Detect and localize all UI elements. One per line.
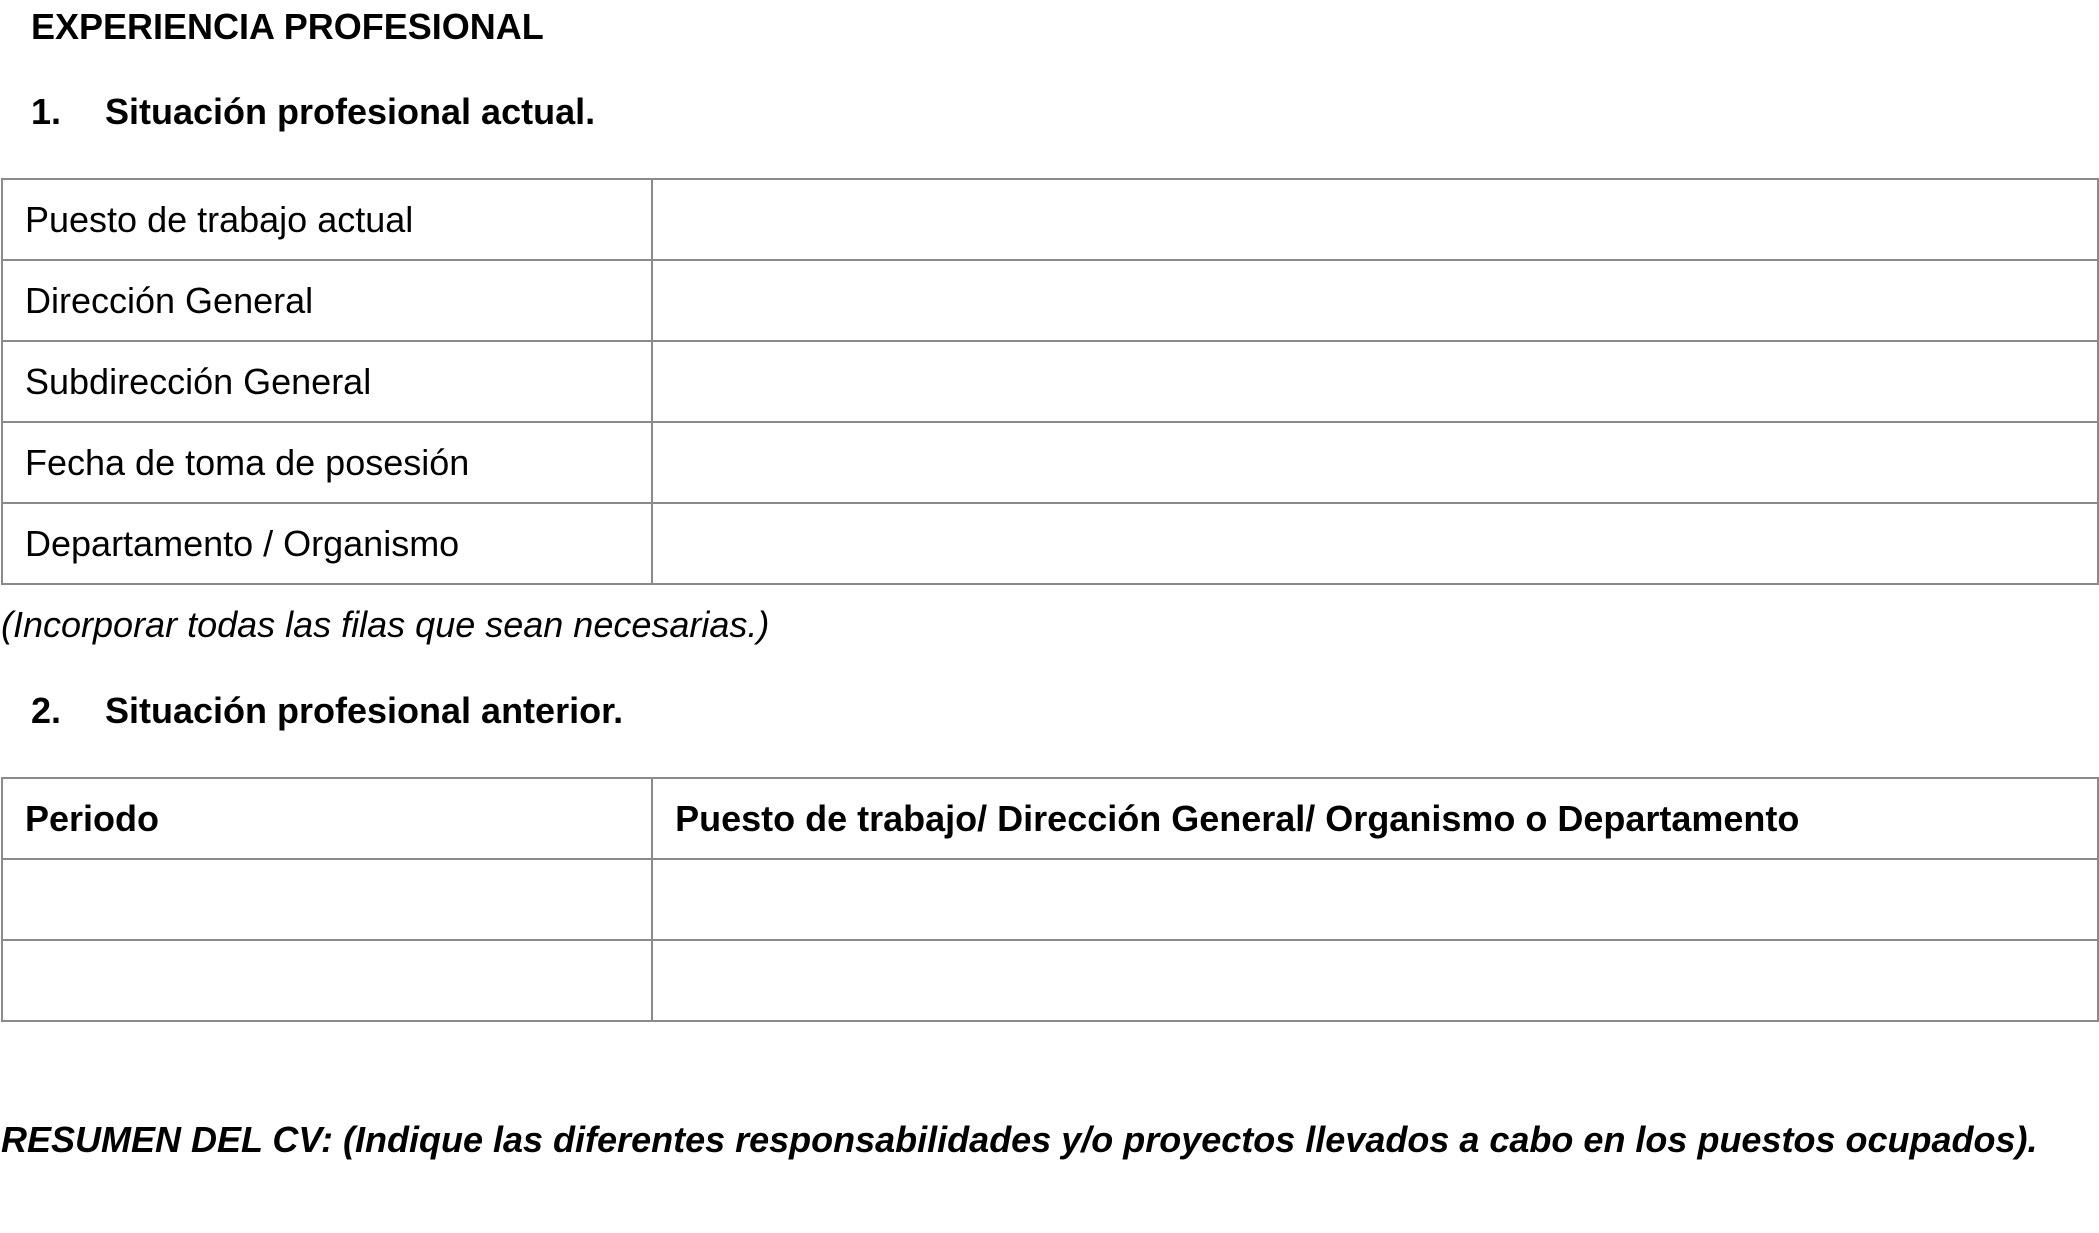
- section-title: EXPERIENCIA PROFESIONAL: [31, 6, 544, 47]
- table-row: [2, 422, 2098, 503]
- row-label: Subdirección General: [2, 341, 652, 422]
- row-label: Fecha de toma de posesión: [2, 422, 652, 503]
- periodo-field[interactable]: [2, 940, 652, 1021]
- table-row: [2, 260, 2098, 341]
- add-rows-note: (Incorporar todas las filas que sean necesarias.): [1, 604, 770, 645]
- table-header-row: [2, 778, 2098, 859]
- row-label: Dirección General: [2, 260, 652, 341]
- table-row: [2, 859, 2098, 940]
- section-1-number: 1.: [31, 91, 62, 132]
- section-1-heading: [31, 91, 595, 133]
- section-1-title: Situación profesional actual.: [105, 91, 596, 132]
- puesto-field[interactable]: [652, 859, 2098, 940]
- table-row: [2, 341, 2098, 422]
- row-value-field[interactable]: [652, 260, 2098, 341]
- column-header-periodo: Periodo: [2, 778, 652, 859]
- puesto-field[interactable]: [652, 940, 2098, 1021]
- row-value-field[interactable]: [652, 503, 2098, 584]
- table-row: [2, 179, 2098, 260]
- row-label: Puesto de trabajo actual: [2, 179, 652, 260]
- table-row: [2, 940, 2098, 1021]
- cv-summary-heading: RESUMEN DEL CV: (Indique las diferentes responsabilidades y/o proyectos llevados a cabo en los puestos ocupados).: [1, 1119, 2038, 1160]
- table-row: [2, 503, 2098, 584]
- row-label: Departamento / Organismo: [2, 503, 652, 584]
- periodo-field[interactable]: [2, 859, 652, 940]
- row-value-field[interactable]: [652, 341, 2098, 422]
- column-header-puesto: Puesto de trabajo/ Dirección General/ Organismo o Departamento: [652, 778, 2098, 859]
- section-2-title: Situación profesional anterior.: [105, 690, 624, 731]
- row-value-field[interactable]: [652, 422, 2098, 503]
- current-position-table: [1, 178, 2099, 585]
- row-value-field[interactable]: [652, 179, 2098, 260]
- section-2-heading: [31, 690, 623, 732]
- section-2-number: 2.: [31, 690, 62, 731]
- previous-positions-table: [1, 777, 2099, 1022]
